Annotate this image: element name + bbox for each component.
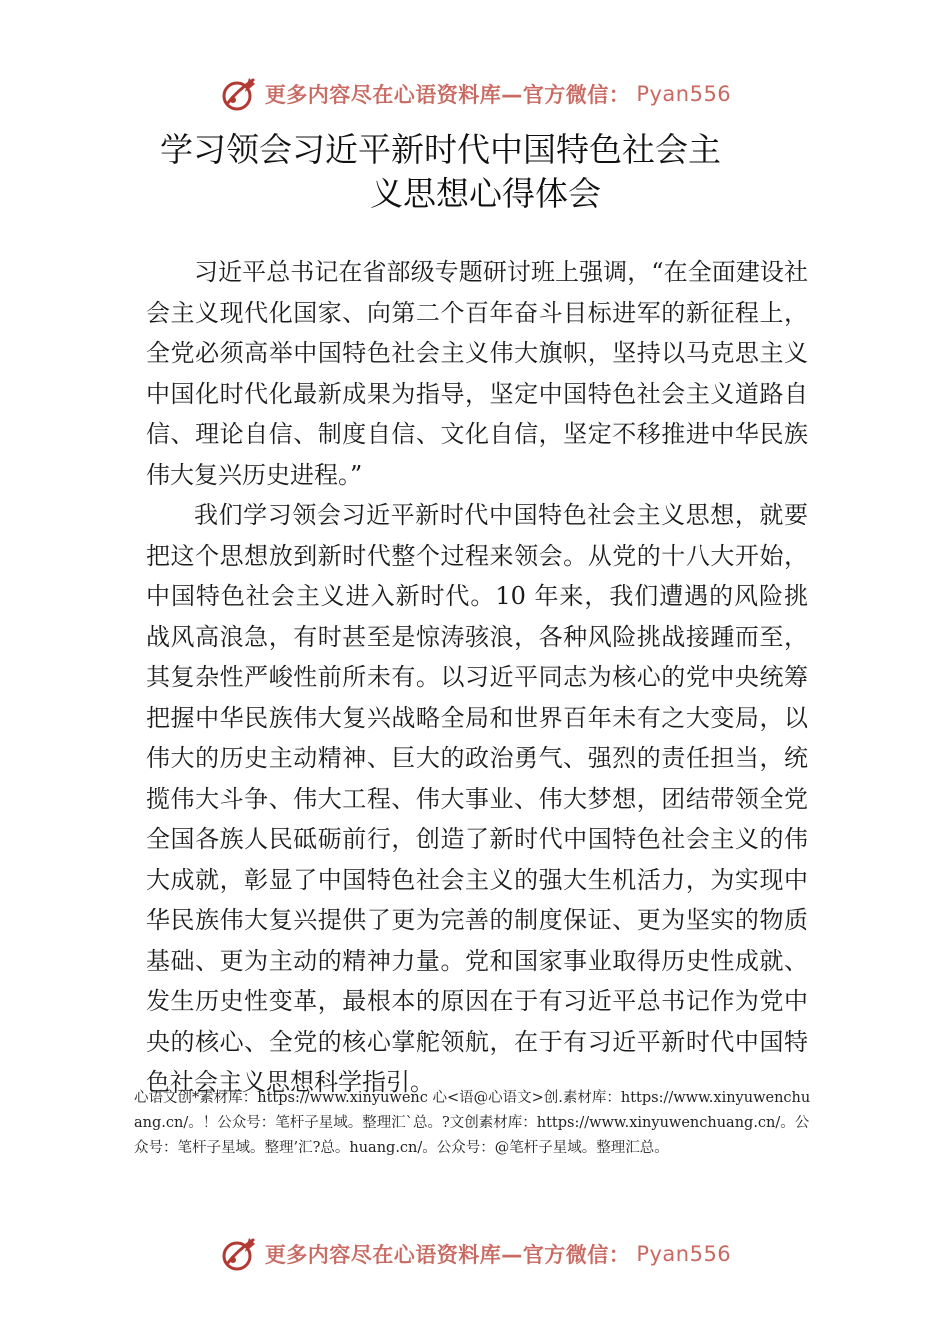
banner-text: 更多内容尽在心语资料库—官方微信： [264, 1243, 631, 1267]
paragraph: 习近平总书记在省部级专题研讨班上强调，“在全面建设社会主义现代化国家、向第二个百年奋斗目标进军的新征程上，全党必须高举中国特色社会主义伟大旗帜，坚持以马克思主义中国化时代化最新成果为指导，坚定中国特色社会主义道路自信、理论自信、制度自信、文化自信，坚定不移推进中华民族伟大复兴历史进程。” [146, 258, 808, 489]
footer-banner [0, 1232, 950, 1276]
pen-logo-icon [219, 74, 259, 114]
title-line-1: 学习领会习近平新时代中国特色社会主 [160, 130, 721, 169]
paragraph: 我们学习领会习近平新时代中国特色社会主义思想，就要把这个思想放到新时代整个过程来领会。从党的十八大开始，中国特色社会主义进入新时代。10 年来，我们遭遇的风险挑战风高浪急，有时甚至是惊涛骇浪，各种风险挑战接踵而至，其复杂性严峻性前所未有。以习近平同志为核心的党中央统筹把握中华民族伟大复兴战略全局和世界百年未有之大变局，以伟大的历史主动精神、巨大的政治勇气、强烈的责任担当，统揽伟大斗争、伟大工程、伟大事业、伟大梦想，团结带领全党全国各族人民砥砺前行，创造了新时代中国特色社会主义的伟大成就，彰显了中国特色社会主义的强大生机活力，为实现中华民族伟大复兴提供了更为完善的制度保证、更为坚实的物质基础、更为主动的精神力量。党和国家事业取得历史性成就、发生历史性变革，最根本的原因在于有习近平总书记作为党中央的核心、全党的核心掌舵领航，在于有习近平新时代中国特色社会主义思想科学指引。 [146, 501, 808, 1096]
article-body [146, 252, 808, 1103]
header-banner [0, 72, 950, 116]
pen-logo-icon [219, 1234, 259, 1274]
source-note: 心语文创*素材库：https://www.xinyuwenc 心<语@心语文>创.素材库：https://www.xinyuwenchuang.cn/。！公众号：笔杆子星域。整理汇`总。?文创素材库：https://www.xinyuwenchuang.cn/。公众号：笔杆子星域。整理’汇?总。huang.cn/。公众号：@笔杆子星域。整理汇总。 [134, 1090, 811, 1156]
title-line-2: 义思想心得体会 [370, 174, 601, 213]
page-title [140, 128, 840, 216]
wechat-id: Pyan556 [636, 1242, 732, 1266]
wechat-id: Pyan556 [636, 82, 732, 106]
banner-text: 更多内容尽在心语资料库—官方微信： [264, 83, 631, 107]
